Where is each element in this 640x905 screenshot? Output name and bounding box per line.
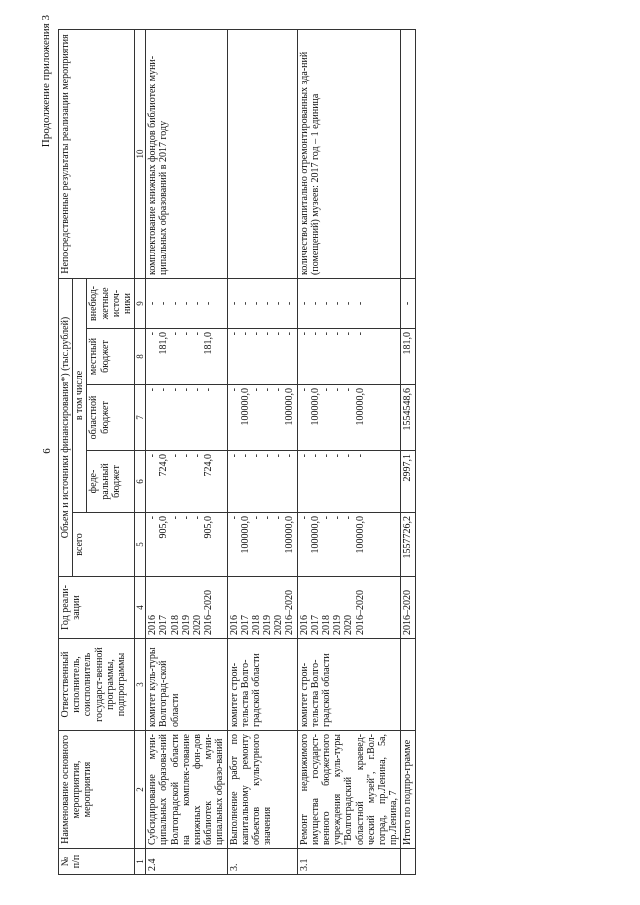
year-value: 2016–2020 — [284, 590, 296, 635]
header-year: Год реали-зации — [59, 577, 135, 639]
amount-value: 905,0 — [203, 516, 215, 539]
amount-value: - — [332, 301, 344, 306]
total-total: 1557726,2 — [401, 513, 415, 577]
amount-value: - — [203, 388, 215, 392]
amount-value: 100000,0 — [309, 516, 321, 554]
cell-regional — [146, 385, 227, 451]
amount-value: - — [321, 301, 333, 306]
amount-value: 724,0 — [158, 454, 170, 477]
amount-value: - — [147, 301, 159, 306]
amount-value: - — [228, 516, 240, 520]
col-index: 5 — [135, 513, 146, 577]
amount-value: - — [343, 301, 355, 306]
cell-years — [297, 577, 401, 639]
amount-value: - — [332, 516, 344, 520]
header-responsible: Ответственный исполнитель, соисполнитель государст-венной программы, подпрограммы — [59, 639, 135, 731]
amount-value: - — [298, 388, 310, 392]
year-value: 2018 — [321, 615, 333, 635]
col-index: 9 — [135, 278, 146, 328]
amount-value: - — [354, 332, 366, 336]
amount-value: 100000,0 — [239, 516, 251, 554]
cell-federal — [297, 451, 401, 513]
amount-value: - — [191, 301, 203, 306]
amount-value: - — [332, 388, 344, 392]
cell-total — [146, 513, 227, 577]
amount-value: - — [203, 301, 215, 306]
amount-value: - — [169, 516, 181, 520]
cell-total — [227, 513, 297, 577]
year-value: 2020 — [273, 615, 285, 635]
amount-value: - — [250, 454, 262, 458]
amount-value: - — [321, 332, 333, 336]
cell-local — [227, 329, 297, 385]
amount-value: - — [191, 332, 203, 336]
total-label: Итого по подпро-грамме — [401, 731, 415, 849]
amount-value: 181,0 — [203, 332, 215, 355]
table-body — [146, 29, 415, 874]
header-num: № п/п — [59, 849, 135, 875]
header-total: всего — [73, 513, 135, 577]
amount-value: - — [262, 388, 274, 392]
cell-name: Ремонт недвижимого имущества государст-венного бюджетного учреждения куль-туры "Волгоградский областной краевед-ческий музей", г.Вол-гоград, пр.Ленина, 5а, пр.Ленина, 7 — [297, 731, 401, 849]
continuation-title: Продолжение приложения 3 — [40, 15, 52, 148]
total-local: 181,0 — [401, 329, 415, 385]
amount-value: - — [158, 301, 170, 306]
header-regional: областной бюджет — [87, 385, 135, 451]
amount-value: 181,0 — [158, 332, 170, 355]
amount-value: - — [262, 454, 274, 458]
amount-value: - — [321, 388, 333, 392]
year-value: 2016 — [228, 615, 240, 635]
amount-value: - — [147, 388, 159, 392]
amount-value: - — [273, 332, 285, 336]
cell-responsible: комитет куль-туры Волгоград-ской области — [146, 639, 227, 731]
cell-federal — [146, 451, 227, 513]
amount-value: - — [309, 301, 321, 306]
amount-value: - — [273, 454, 285, 458]
amount-value: 100000,0 — [309, 388, 321, 426]
cell-responsible: комитет строи-тельства Волго-градской области — [297, 639, 401, 731]
header-extra: внебюд-жетные источ-ники — [87, 278, 135, 328]
year-value: 2018 — [250, 615, 262, 635]
amount-value: - — [354, 301, 366, 306]
table-row — [227, 29, 297, 874]
amount-value: - — [262, 332, 274, 336]
amount-value: - — [343, 516, 355, 520]
cell-num: 3. — [227, 849, 297, 875]
table-row — [297, 29, 401, 874]
header-federal: феде-ральный бюджет — [87, 451, 135, 513]
amount-value: 100000,0 — [239, 388, 251, 426]
year-value: 2019 — [262, 615, 274, 635]
header-local: местный бюджет — [87, 329, 135, 385]
cell-num: 3.1 — [297, 849, 401, 875]
cell-regional — [297, 385, 401, 451]
amount-value: - — [250, 388, 262, 392]
amount-value: - — [284, 454, 296, 458]
year-value: 2018 — [169, 615, 181, 635]
amount-value: - — [180, 454, 192, 458]
total-federal: 2997,1 — [401, 451, 415, 513]
cell-local — [297, 329, 401, 385]
cell-result: количество капитально отремонтированных зда-ний (помещений) музеев: 2017 год – 1 единица — [297, 29, 401, 278]
cell-name: Выполнение работ по капитальному ремонту объектов культурного значения — [227, 731, 297, 849]
header-incl: в том числе — [73, 278, 87, 512]
amount-value: 905,0 — [158, 516, 170, 539]
year-value: 2019 — [332, 615, 344, 635]
amount-value: - — [228, 332, 240, 336]
cell-num: 2.4 — [146, 849, 227, 875]
cell-regional — [227, 385, 297, 451]
amount-value: - — [273, 301, 285, 306]
cell-result — [227, 29, 297, 278]
amount-value: - — [250, 516, 262, 520]
amount-value: - — [284, 332, 296, 336]
year-value: 2016 — [147, 615, 159, 635]
cell-result — [401, 29, 415, 278]
year-value: 2020 — [191, 615, 203, 635]
amount-value: - — [298, 332, 310, 336]
amount-value: - — [158, 388, 170, 392]
cell-responsible — [401, 639, 415, 731]
cell-extra — [227, 278, 297, 328]
amount-value: - — [228, 301, 240, 306]
rotated-page — [40, 15, 640, 875]
header-name: Наименование основного мероприятия, мероприятия — [59, 731, 135, 849]
table-row — [146, 29, 227, 874]
cell-federal — [227, 451, 297, 513]
amount-value: - — [180, 388, 192, 392]
amount-value: - — [169, 454, 181, 458]
col-index: 6 — [135, 451, 146, 513]
amount-value: - — [284, 301, 296, 306]
col-index: 8 — [135, 329, 146, 385]
amount-value: - — [228, 454, 240, 458]
amount-value: - — [298, 454, 310, 458]
cell-years — [227, 577, 297, 639]
year-value: 2020 — [343, 615, 355, 635]
amount-value: - — [332, 332, 344, 336]
amount-value: - — [191, 388, 203, 392]
cell-years — [146, 577, 227, 639]
amount-value: - — [298, 516, 310, 520]
col-index: 2 — [135, 731, 146, 849]
amount-value: - — [180, 516, 192, 520]
col-index: 4 — [135, 577, 146, 639]
amount-value: - — [273, 388, 285, 392]
amount-value: 100000,0 — [354, 516, 366, 554]
cell-name: Субсидирование муни-ципальных образова-ний Волгоградской области на комплек-тование книжных фон-дов библиотек муни-ципальных образо-ваний — [146, 731, 227, 849]
amount-value: - — [250, 301, 262, 306]
program-table — [58, 29, 416, 875]
amount-value: - — [250, 332, 262, 336]
total-regional: 1554548,6 — [401, 385, 415, 451]
year-value: 2016–2020 — [354, 590, 366, 635]
cell-local — [146, 329, 227, 385]
amount-value: - — [191, 516, 203, 520]
year-value: 2016–2020 — [203, 590, 215, 635]
cell-extra — [297, 278, 401, 328]
amount-value: - — [180, 332, 192, 336]
year-value: 2019 — [180, 615, 192, 635]
cell-responsible: комитет строи-тельства Волго-градской области — [227, 639, 297, 731]
amount-value: - — [147, 332, 159, 336]
amount-value: - — [343, 332, 355, 336]
col-index: 1 — [135, 849, 146, 875]
amount-value: - — [169, 301, 181, 306]
amount-value: - — [321, 454, 333, 458]
cell-extra — [146, 278, 227, 328]
amount-value: - — [147, 454, 159, 458]
amount-value: - — [228, 388, 240, 392]
amount-value: - — [262, 301, 274, 306]
year-value: 2016 — [298, 615, 310, 635]
year-value: 2017 — [239, 615, 251, 635]
amount-value: - — [321, 516, 333, 520]
amount-value: - — [147, 516, 159, 520]
amount-value: 724,0 — [203, 454, 215, 477]
amount-value: - — [169, 388, 181, 392]
amount-value: - — [354, 454, 366, 458]
amount-value: - — [309, 332, 321, 336]
total-row — [401, 29, 415, 874]
amount-value: - — [343, 388, 355, 392]
col-index: 10 — [135, 29, 146, 278]
amount-value: - — [169, 332, 181, 336]
amount-value: 100000,0 — [284, 388, 296, 426]
amount-value: - — [191, 454, 203, 458]
total-year: 2016–2020 — [401, 577, 415, 639]
header-funding: Объем и источники финансирования*) (тыс.рублей) — [59, 278, 73, 576]
amount-value: - — [239, 332, 251, 336]
amount-value: 100000,0 — [284, 516, 296, 554]
column-index-row — [135, 29, 146, 874]
total-extra: - — [401, 278, 415, 328]
col-index: 3 — [135, 639, 146, 731]
amount-value: - — [309, 454, 321, 458]
amount-value: - — [343, 454, 355, 458]
cell-total — [297, 513, 401, 577]
cell-result: комплектование книжных фондов библиотек муни-ципальных образований в 2017 году — [146, 29, 227, 278]
year-value: 2017 — [309, 615, 321, 635]
amount-value: - — [332, 454, 344, 458]
page-number: 6 — [40, 448, 53, 454]
amount-value: - — [239, 454, 251, 458]
amount-value: - — [262, 516, 274, 520]
amount-value: - — [239, 301, 251, 306]
amount-value: - — [298, 301, 310, 306]
col-index: 7 — [135, 385, 146, 451]
year-value: 2017 — [158, 615, 170, 635]
amount-value: 100000,0 — [354, 388, 366, 426]
header-results: Непосредственные результаты реализации мероприятия — [59, 29, 135, 278]
amount-value: - — [180, 301, 192, 306]
cell-num — [401, 849, 415, 875]
amount-value: - — [273, 516, 285, 520]
